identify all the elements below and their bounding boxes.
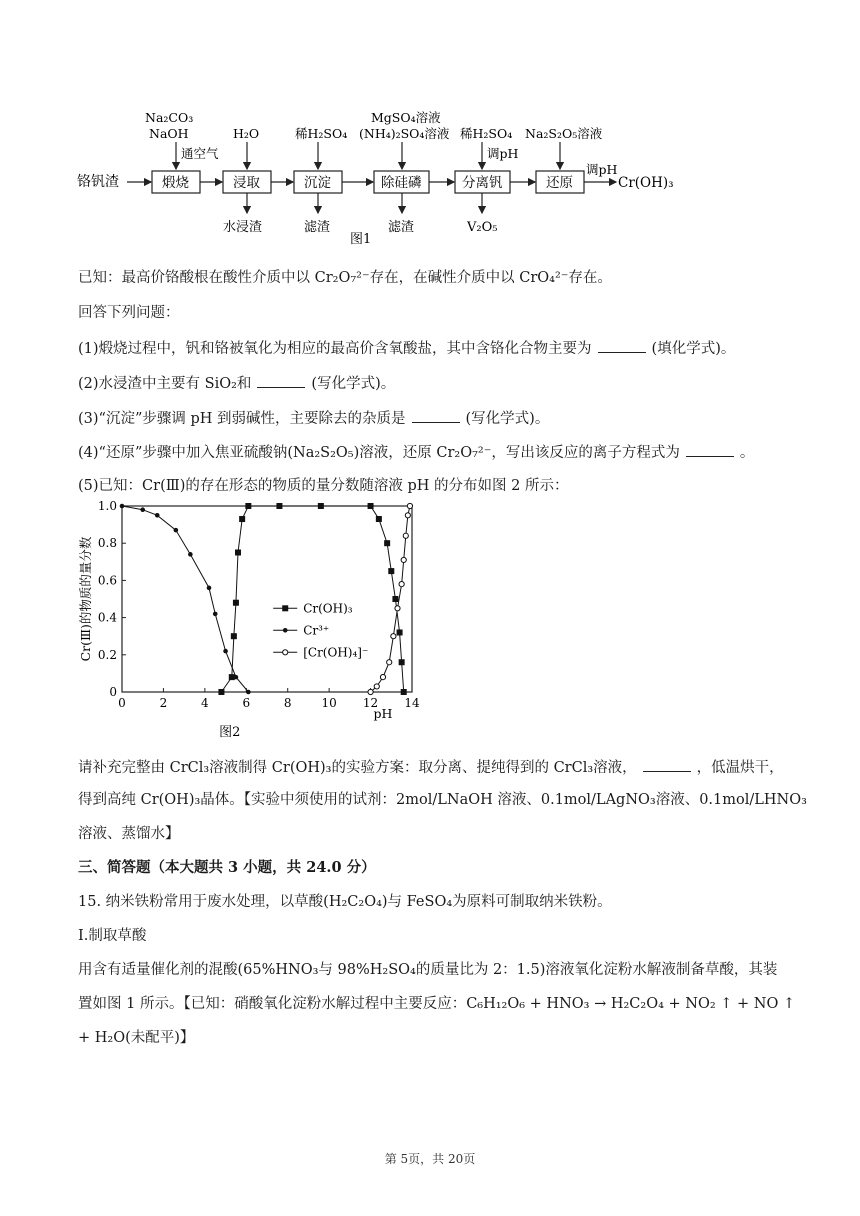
x-tick-label: 0	[118, 696, 126, 710]
data-point-dot	[213, 612, 218, 617]
data-point-dot	[234, 675, 239, 680]
svg-text:分离钒: 分离钒	[462, 175, 503, 191]
question-15-subheading: Ⅰ.制取草酸	[78, 928, 147, 944]
y-tick-label: 0.6	[97, 573, 117, 588]
data-point-dot	[174, 528, 179, 533]
reagent-line-2: 溶液、蒸馏水】	[78, 826, 180, 842]
input-adjust-ph: 调pH	[487, 146, 519, 161]
data-point-dot	[140, 507, 145, 512]
chart-figure2	[78, 498, 438, 748]
answer-blank-1[interactable]	[598, 338, 646, 353]
input-air: 通空气	[181, 146, 219, 161]
data-point-square	[368, 503, 374, 509]
data-point-circle	[368, 689, 373, 694]
output-filter-residue-2: 滤渣	[388, 220, 415, 235]
input-nh4so4: (NH₄)₂SO₄溶液	[359, 126, 450, 141]
answer-blank-2[interactable]	[257, 373, 305, 388]
output-v2o5: V₂O₅	[467, 220, 498, 235]
data-point-dot	[120, 504, 125, 509]
question-4: (4)“还原”步骤中加入焦亚硫酸钠(Na₂S₂O₅)溶液，还原 Cr₂O₇²⁻，写出该反应的离子方程式为 。	[78, 442, 754, 463]
svg-text:煅烧: 煅烧	[162, 175, 189, 191]
data-point-square	[401, 689, 407, 695]
flow-end: Cr(OH)₃	[618, 175, 674, 191]
plot-frame	[122, 506, 412, 692]
y-tick-label: 0.2	[97, 647, 117, 662]
answer-blank-3[interactable]	[412, 408, 460, 423]
x-tick-label: 10	[321, 696, 337, 710]
answer-blank-5[interactable]	[643, 757, 691, 772]
data-point-square	[276, 503, 282, 509]
data-point-square	[318, 503, 324, 509]
data-point-circle	[405, 513, 410, 518]
figure1-caption: 图1	[350, 232, 372, 245]
reagent-line: 得到高纯 Cr(OH)₃晶体。【实验中须使用的试剂：2mol/LNaOH 溶液、0.1mol/LAgNO₃溶液、0.1mol/LHNO₃	[78, 792, 807, 808]
x-tick-label: 8	[283, 696, 292, 710]
question-3: (3)“沉淀”步骤调 pH 到弱碱性，主要除去的杂质是 (写化学式)。	[78, 408, 549, 429]
flow-box-leach	[223, 171, 271, 193]
input-h2so4-2: 稀H₂SO₄	[460, 126, 513, 141]
data-point-dot	[207, 586, 212, 591]
data-point-circle	[391, 634, 396, 639]
answer-prompt: 回答下列问题：	[78, 305, 180, 321]
input-na2co3: Na₂CO₃	[145, 110, 194, 125]
data-point-square	[218, 689, 224, 695]
data-point-circle	[387, 660, 392, 665]
flow-end-label: 调pH	[586, 162, 618, 177]
y-tick-label: 0.4	[97, 610, 117, 625]
x-axis-label: pH	[373, 706, 393, 721]
y-tick-label: 0	[109, 685, 117, 699]
svg-text:还原: 还原	[546, 175, 573, 191]
known-info: 已知：最高价铬酸根在酸性介质中以 Cr₂O₇²⁻存在，在碱性介质中以 CrO₄²⁻存在。	[78, 270, 612, 286]
page-footer: 第 5页，共 20页	[384, 1152, 476, 1166]
question-15-paragraph-1: 用含有适量催化剂的混酸(65%HNO₃与 98%H₂SO₄的质量比为 2：1.5)溶液氧化淀粉水解液制备草酸，其装	[78, 962, 778, 978]
y-axis-label: Cr(Ⅲ)的物质的量分数	[78, 536, 93, 662]
legend-marker	[283, 650, 288, 655]
series-line-square	[221, 506, 403, 692]
question-5: (5)已知：Cr(Ⅲ)的存在形态的物质的量分数随溶液 pH 的分布如图 2 所示：	[78, 478, 569, 494]
data-point-square	[235, 550, 241, 556]
data-point-square	[245, 503, 251, 509]
answer-blank-4[interactable]	[686, 442, 734, 457]
data-point-circle	[399, 582, 404, 587]
data-point-circle	[374, 684, 379, 689]
svg-text:沉淀: 沉淀	[304, 175, 331, 191]
question-1: (1)煅烧过程中，钒和铬被氧化为相应的最高价含氧酸盐，其中含铬化合物主要为 (填化学式)。	[78, 338, 735, 359]
y-tick-label: 1.0	[97, 499, 117, 513]
question-15: 15. 纳米铁粉常用于废水处理，以草酸(H₂C₂O₄)与 FeSO₄为原料可制取纳米铁粉。	[78, 894, 612, 910]
x-tick-label: 2	[159, 696, 168, 710]
legend-marker	[283, 628, 288, 633]
input-naoh: NaOH	[149, 126, 189, 141]
legend-label: Cr³⁺	[303, 623, 330, 638]
data-point-circle	[403, 533, 408, 538]
x-tick-label: 4	[201, 696, 209, 710]
legend-label: Cr(OH)₃	[303, 601, 353, 616]
data-point-circle	[401, 557, 406, 562]
x-tick-label: 12	[362, 696, 379, 710]
input-h2so4-1: 稀H₂SO₄	[295, 126, 348, 141]
data-point-square	[397, 629, 403, 635]
data-point-square	[231, 633, 237, 639]
question-15-paragraph-3: + H₂O(未配平)】	[78, 1030, 195, 1046]
data-point-square	[399, 659, 405, 665]
data-point-square	[239, 516, 245, 522]
input-mgso4: MgSO₄溶液	[371, 110, 441, 125]
legend-marker	[282, 605, 288, 611]
flow-box-calcine	[152, 171, 200, 193]
data-point-square	[376, 516, 382, 522]
legend-label: [Cr(OH)₄]⁻	[303, 645, 369, 660]
data-point-dot	[223, 649, 228, 654]
question-2: (2)水浸渣中主要有 SiO₂和 (写化学式)。	[78, 373, 395, 394]
svg-text:除硅磷: 除硅磷	[381, 175, 422, 191]
question-5-continued: 请补充完整由 CrCl₃溶液制得 Cr(OH)₃的实验方案：取分离、提纯得到的 CrCl₃溶液， ，低温烘干，	[78, 757, 784, 778]
data-point-square	[384, 540, 390, 546]
output-leach-residue: 水浸渣	[223, 220, 263, 235]
flow-box-separate	[455, 171, 510, 193]
question-15-paragraph-2: 置如图 1 所示。【已知：硝酸氧化淀粉水解过程中主要反应：C₆H₁₂O₆ + HNO₃ → H₂C₂O₄ + NO₂ ↑ + NO ↑	[78, 996, 796, 1012]
data-point-square	[233, 600, 239, 606]
flowchart-figure1	[75, 110, 715, 245]
data-point-circle	[407, 503, 412, 508]
data-point-square	[392, 596, 398, 602]
flow-box-precipitate	[294, 171, 342, 193]
data-point-dot	[155, 513, 160, 518]
output-filter-residue-1: 滤渣	[304, 220, 331, 235]
figure2-caption: 图2	[219, 725, 241, 740]
input-h2o: H₂O	[233, 126, 260, 141]
data-point-dot	[188, 552, 193, 557]
data-point-circle	[380, 675, 385, 680]
y-tick-label: 0.8	[97, 536, 117, 551]
svg-text:浸取: 浸取	[233, 175, 260, 191]
data-point-circle	[395, 606, 400, 611]
series-line-dot	[122, 506, 248, 692]
flow-box-desilicon	[374, 171, 429, 193]
flow-box-reduce	[536, 171, 584, 193]
flow-start: 铬钒渣	[77, 174, 119, 190]
input-na2s2o5: Na₂S₂O₅溶液	[525, 126, 603, 141]
section-heading: 三、简答题（本大题共 3 小题，共 24.0 分）	[78, 859, 376, 876]
x-tick-label: 14	[404, 696, 420, 710]
data-point-square	[388, 568, 394, 574]
data-point-dot	[246, 690, 251, 695]
x-tick-label: 6	[242, 696, 251, 710]
